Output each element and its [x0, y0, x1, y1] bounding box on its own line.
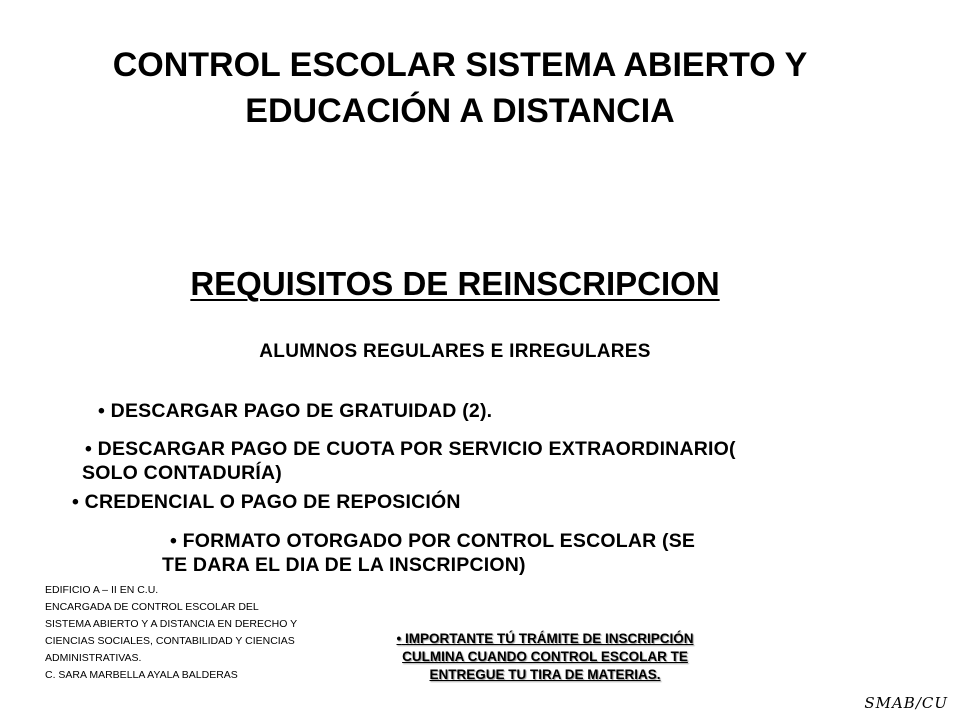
- requirement-text: FORMATO OTORGADO POR CONTROL ESCOLAR (SE: [182, 530, 696, 552]
- note-line: C. SARA MARBELLA AYALA BALDERAS: [45, 669, 238, 681]
- note-line: EDIFICIO A – II EN C.U.: [45, 584, 159, 596]
- bullet-icon: •: [85, 438, 93, 460]
- requirement-item-cuota-extraordinario: [82, 437, 942, 485]
- requirement-item-formato: [162, 529, 862, 577]
- bullet-icon: •: [170, 530, 178, 552]
- requirement-text-continuation: TE DARA EL DIA DE LA INSCRIPCION): [162, 554, 526, 576]
- important-text: IMPORTANTE TÚ TRÁMITE DE INSCRIPCIÓN: [405, 631, 694, 646]
- note-line: ADMINISTRATIVAS.: [45, 652, 142, 664]
- note-line: SISTEMA ABIERTO Y A DISTANCIA EN DERECHO Y: [45, 618, 298, 630]
- bullet-icon: •: [98, 400, 106, 422]
- important-notice: [355, 630, 735, 684]
- requirement-text: DESCARGAR PAGO DE GRATUIDAD (2).: [110, 400, 493, 422]
- bullet-icon: •: [72, 491, 80, 513]
- requirement-item-gratuidad: [98, 399, 492, 423]
- title-line-2: EDUCACIÓN A DISTANCIA: [245, 92, 675, 130]
- title-line-1: CONTROL ESCOLAR SISTEMA ABIERTO Y: [112, 46, 808, 84]
- important-text: CULMINA CUANDO CONTROL ESCOLAR TE: [402, 649, 688, 664]
- page-title: [0, 42, 920, 134]
- bullet-icon: •: [396, 631, 402, 646]
- requirement-text: CREDENCIAL O PAGO DE REPOSICIÓN: [84, 491, 461, 513]
- author-signature: SMAB/CU: [864, 694, 948, 712]
- important-text: ENTREGUE TU TIRA DE MATERIAS.: [429, 667, 661, 682]
- requirement-item-credencial: [72, 490, 461, 514]
- section-subheading: ALUMNOS REGULARES E IRREGULARES: [259, 341, 651, 362]
- requirement-text: DESCARGAR PAGO DE CUOTA POR SERVICIO EXTRAORDINARIO(: [97, 438, 736, 460]
- note-line: ENCARGADA DE CONTROL ESCOLAR DEL: [45, 601, 259, 613]
- requirement-text-continuation: SOLO CONTADURÍA): [82, 462, 282, 484]
- office-contact-note: [45, 582, 345, 684]
- note-line: CIENCIAS SOCIALES, CONTABILIDAD Y CIENCIAS: [45, 635, 295, 647]
- section-heading: REQUISITOS DE REINSCRIPCION: [190, 265, 720, 302]
